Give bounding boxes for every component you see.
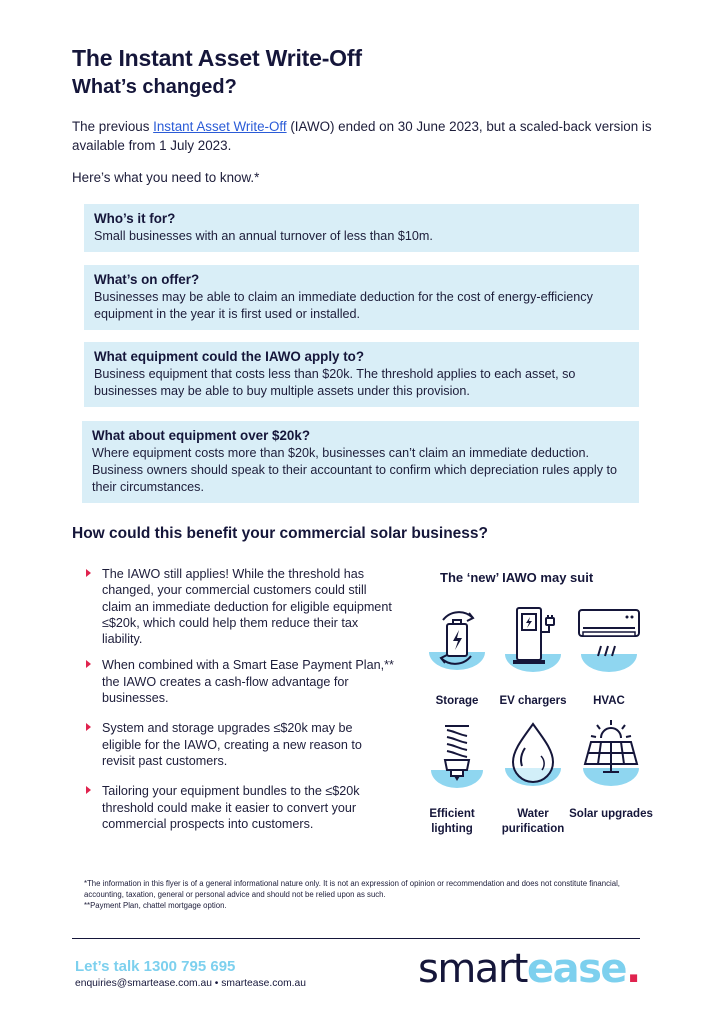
list-item (84, 566, 394, 647)
page-title: The Instant Asset Write-Off (72, 45, 362, 71)
info-box-offer (84, 265, 639, 330)
info-box-heading: What’s on offer? (94, 272, 200, 287)
footnote-disclaimer: *The information in this flyer is of a general informational nature only. It is not an expression of opinion or recommendation and does not constitute financial, accounting, taxation, general or personal advice and should not be relied upon as such. (84, 879, 620, 899)
solar-panel-icon (575, 716, 647, 788)
suit-label-efficient-lighting: Efficient lighting (429, 808, 475, 835)
footer-divider (72, 938, 640, 939)
info-box-body: Where equipment costs more than $20k, businesses can’t claim an immediate deduction. Business owners should speak to their accountant to confirm which depreciation rules apply to their circumstances. (92, 446, 618, 494)
smart-ease-logo (418, 947, 640, 991)
logo-ease: ease (526, 946, 627, 992)
bullet-arrow-icon (86, 723, 91, 731)
info-box-body: Businesses may be able to claim an immediate deduction for the cost of energy-efficiency equipment in the year it is first used or installed. (94, 290, 593, 321)
bullet-arrow-icon (86, 569, 91, 577)
bullet-text: Tailoring your equipment bundles to the ≤$20k threshold could make it easier to convert your commercial prospects into customers. (102, 784, 360, 831)
call-to-action-phone[interactable]: Let’s talk 1300 795 695 (75, 958, 236, 975)
intro-text-end: (IAWO) ended on 30 June 2023, but a scaled-back version is available from 1 July 2023. (72, 119, 652, 153)
info-box-body: Small businesses with an annual turnover of less than $10m. (94, 229, 433, 243)
suit-label-hvac: HVAC (593, 695, 625, 707)
suit-label-ev-chargers: EV chargers (499, 695, 567, 707)
bullet-text: When combined with a Smart Ease Payment Plan,** the IAWO creates a cash-flow advantage for businesses. (102, 658, 394, 706)
benefit-heading: How could this benefit your commercial solar business? (72, 525, 489, 542)
list-item (84, 720, 394, 769)
intro-text-start: The previous (72, 119, 154, 134)
info-box-heading: What about equipment over $20k? (92, 428, 311, 443)
footnote (84, 878, 654, 911)
suit-label-water-purification: Water purification (501, 808, 565, 835)
intro-paragraph (72, 117, 652, 155)
water-drop-icon (497, 718, 569, 790)
light-bulb-icon (421, 720, 493, 792)
info-box-over-20k (82, 421, 639, 503)
bullet-text: The IAWO still applies! While the threshold has changed, your commercial customers could still claim an immediate deduction for eligible equipment ≤$20k, which could help them reduce their tax liability. (102, 567, 392, 647)
info-box-equipment (84, 342, 639, 407)
battery-storage-icon (421, 602, 493, 674)
bullet-arrow-icon (86, 660, 91, 668)
bullet-arrow-icon (86, 786, 91, 794)
benefit-bullet-list (84, 566, 394, 846)
ev-charger-icon (497, 602, 569, 674)
list-item (84, 657, 394, 706)
logo-dot: . (626, 946, 640, 992)
bullet-text: System and storage upgrades ≤$20k may be eligible for the IAWO, creating a new reason to revisit past customers. (102, 721, 362, 768)
suit-label-storage: Storage (435, 695, 479, 707)
info-box-heading: What equipment could the IAWO apply to? (94, 349, 365, 364)
air-conditioner-icon (573, 602, 645, 674)
footnote-payment-plan: **Payment Plan, chattel mortgage option. (84, 901, 227, 910)
info-box-body: Business equipment that costs less than $20k. The threshold applies to each asset, so businesses may be able to buy multiple assets under this provision. (94, 367, 576, 398)
contact-details[interactable]: enquiries@smartease.com.au • smartease.com.au (75, 978, 306, 989)
info-box-heading: Who’s it for? (94, 211, 176, 226)
iawo-link[interactable]: Instant Asset Write-Off (153, 119, 287, 134)
info-box-who (84, 204, 639, 252)
list-item (84, 783, 394, 832)
logo-smart: smart (418, 946, 527, 992)
page-subtitle: What’s changed? (72, 76, 237, 98)
need-to-know-text: Here’s what you need to know.* (72, 170, 260, 185)
suit-title: The ‘new’ IAWO may suit (440, 570, 594, 585)
suit-label-solar-upgrades: Solar upgrades (569, 808, 653, 820)
